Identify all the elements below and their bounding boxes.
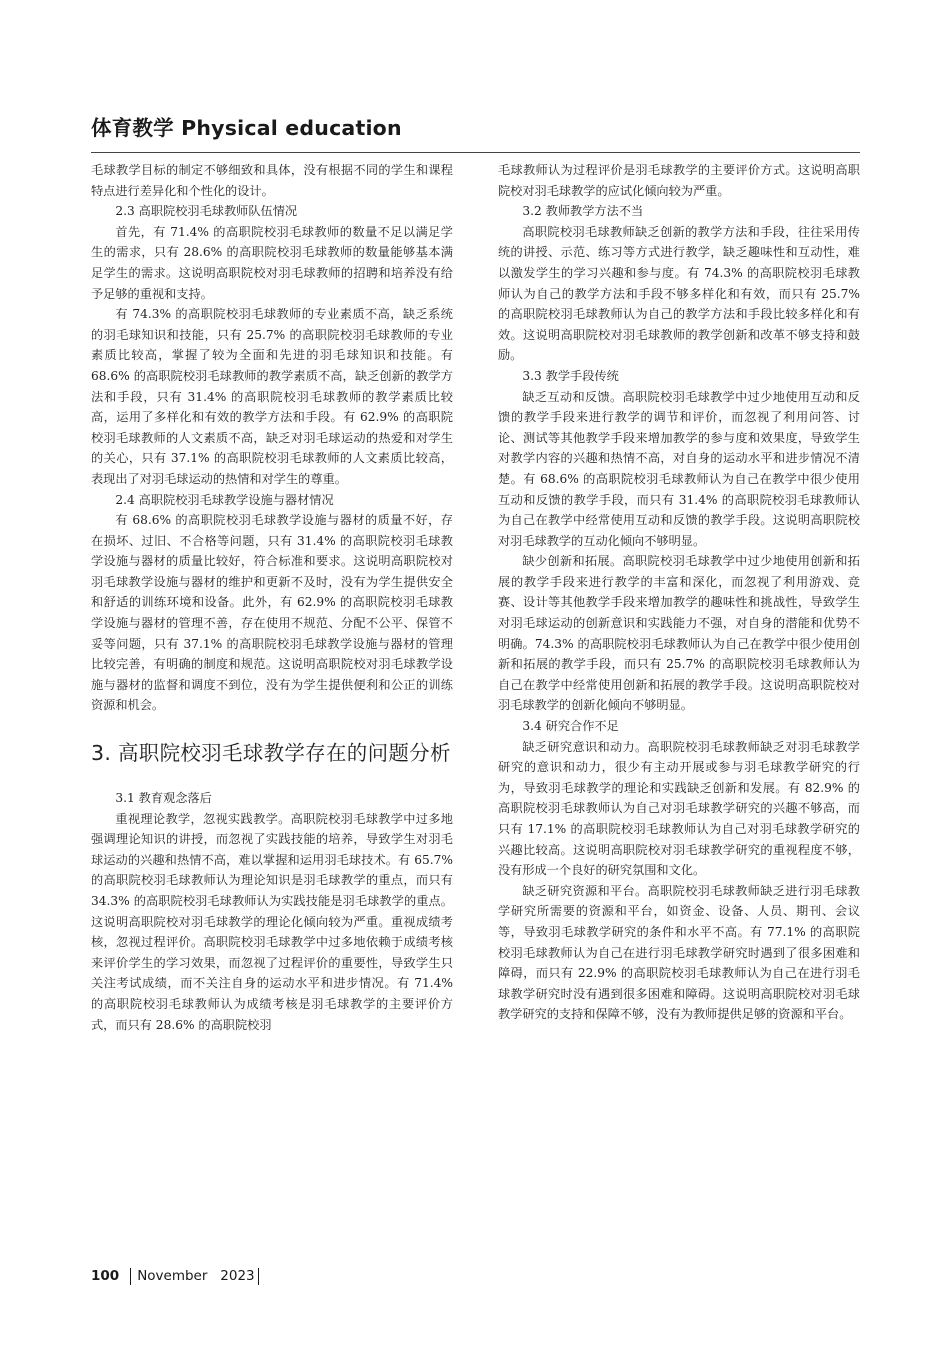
- body-paragraph: 有 68.6% 的高职院校羽毛球教学设施与器材的质量不好，存在损坏、过旧、不合格等问题，只有 31.4% 的高职院校羽毛球教学设施与器材的质量比较好，符合标准和要求。这说明高职院校对羽毛球教学设施与器材的维护和更新不及时，没有为学生提供安全和舒适的训练环境和设备。此外，有 62.9% 的高职院校羽毛球教学设施与器材的管理不善，存在使用不规范、分配不公平、保管不妥等问题，只有 37.1% 的高职院校羽毛球教学设施与器材的管理比较完善，有明确的制度和规范。这说明高职院校对羽毛球教学设施与器材的监督和调度不到位，没有为学生提供便利和公正的训练资源和机会。: [91, 513, 453, 713]
- body-paragraph: 毛球教学目标的制定不够细致和具体，没有根据不同的学生和课程特点进行差异化和个性化的设计。: [91, 163, 453, 198]
- body-paragraph: 有 74.3% 的高职院校羽毛球教师的专业素质不高，缺乏系统的羽毛球知识和技能，只有 25.7% 的高职院校羽毛球教师的专业素质比较高，掌握了较为全面和先进的羽毛球知识和技能。有 68.6% 的高职院校羽毛球教师的教学素质不高，缺乏创新的教学方法和手段，只有 31.4% 的高职院校羽毛球教师的教学素质比较高，运用了多样化和有效的教学方法和手段。有 62.9% 的高职院校羽毛球教师的人文素质不高，缺乏对羽毛球运动的热爱和对学生的关心，只有 37.1% 的高职院校羽毛球教师的人文素质比较高，表现出了对羽毛球运动的热情和对学生的尊重。: [91, 307, 453, 486]
- journal-section-title: 体育教学 Physical education: [91, 116, 402, 140]
- subsection-heading: 2.4 高职院校羽毛球教学设施与器材情况: [115, 492, 334, 507]
- body-paragraph: 高职院校羽毛球教师缺乏创新的教学方法和手段，往往采用传统的讲授、示范、练习等方式进行教学，缺乏趣味性和互动性，难以激发学生的学习兴趣和参与度。有 74.3% 的高职院校羽毛球教师认为自己的教学方法和手段不够多样化和有效，而只有 25.7% 的高职院校羽毛球教师认为自己的教学方法和手段比较多样化和有效。这说明高职院校对羽毛球教师的教学创新和改革不够支持和鼓励。: [498, 224, 860, 363]
- issue-date: November 2023: [137, 1268, 255, 1284]
- journal-header: [91, 114, 860, 154]
- subsection-heading: 3.2 教师教学方法不当: [522, 204, 644, 219]
- left-column: [91, 160, 453, 1035]
- footer-divider: [130, 1268, 131, 1285]
- body-paragraph: 重视理论教学，忽视实践教学。高职院校羽毛球教学中过多地强调理论知识的讲授，而忽视了实践技能的培养，导致学生对羽毛球运动的兴趣和热情不高，难以掌握和运用羽毛球技术。有 65.7% 的高职院校羽毛球教师认为理论知识是羽毛球教学的重点，而只有 34.3% 的高职院校羽毛球教师认为实践技能是羽毛球教学的重点。这说明高职院校对羽毛球教学的理论化倾向较为严重。重视成绩考核，忽视过程评价。高职院校羽毛球教学中过多地依赖于成绩考核来评价学生的学习效果，而忽视了过程评价的重要性，导致学生只关注考试成绩，而不关注自身的运动水平和进步情况。有 71.4% 的高职院校羽毛球教师认为成绩考核是羽毛球教学的主要评价方式，而只有 28.6% 的高职院校羽: [91, 811, 453, 1032]
- subsection-heading: 2.3 高职院校羽毛球教师队伍情况: [115, 204, 298, 219]
- body-paragraph: 毛球教师认为过程评价是羽毛球教学的主要评价方式。这说明高职院校对羽毛球教学的应试化倾向较为严重。: [498, 163, 860, 198]
- body-paragraph: 缺乏研究意识和动力。高职院校羽毛球教师缺乏对羽毛球教学研究的意识和动力，很少有主动开展或参与羽毛球教学研究的行为，导致羽毛球教学的理论和实践缺乏创新和发展。有 82.9% 的高职院校羽毛球教师认为自己对羽毛球教学研究的兴趣不够高，而只有 17.1% 的高职院校羽毛球教师认为自己对羽毛球教学研究的兴趣比较高。这说明高职院校对羽毛球教学研究的重视程度不够，没有形成一个良好的研究氛围和文化。: [498, 739, 860, 878]
- subsection-heading: 3.1 教育观念落后: [115, 791, 212, 806]
- body-paragraph: 缺乏研究资源和平台。高职院校羽毛球教师缺乏进行羽毛球教学研究所需要的资源和平台，如资金、设备、人员、期刊、会议等，导致羽毛球教学研究的条件和水平不高。有 77.1% 的高职院校羽毛球教师认为自己在进行羽毛球教学研究时遇到了很多困难和障碍，而只有 22.9% 的高职院校羽毛球教师认为自己在进行羽毛球教学研究时没有遇到很多困难和障碍。这说明高职院校对羽毛球教学研究的支持和保障不够，没有为教师提供足够的资源和平台。: [498, 883, 860, 1022]
- footer-divider-end: [258, 1268, 259, 1285]
- page-footer: [91, 1266, 259, 1286]
- subsection-heading: 3.4 研究合作不足: [522, 719, 619, 734]
- body-paragraph: 缺乏互动和反馈。高职院校羽毛球教学中过少地使用互动和反馈的教学手段来进行教学的调节和评价，而忽视了利用问答、讨论、测试等其他教学手段来增加教学的参与度和效果度，导致学生对教学内容的兴趣和热情不高，对自身的运动水平和进步情况不清楚。有 68.6% 的高职院校羽毛球教师认为自己在教学中很少使用互动和反馈的教学手段，而只有 31.4% 的高职院校羽毛球教师认为自己在教学中经常使用互动和反馈的教学手段。这说明高职院校对羽毛球教学的互动化倾向不够明显。: [498, 389, 860, 548]
- header-divider: [91, 152, 860, 153]
- body-paragraph: 缺少创新和拓展。高职院校羽毛球教学中过少地使用创新和拓展的教学手段来进行教学的丰富和深化，而忽视了利用游戏、竞赛、设计等其他教学手段来增加教学的趣味性和挑战性，导致学生对羽毛球运动的创新意识和实践能力不强，对自身的潜能和优势不明确。74.3% 的高职院校羽毛球教师认为自己在教学中很少使用创新和拓展的教学手段，而只有 25.7% 的高职院校羽毛球教师认为自己在教学中经常使用创新和拓展的教学手段。这说明高职院校对羽毛球教学的创新化倾向不够明显。: [498, 554, 860, 713]
- section-heading: 3. 高职院校羽毛球教学存在的问题分析: [91, 741, 451, 766]
- page-number: 100: [91, 1268, 120, 1284]
- subsection-heading: 3.3 教学手段传统: [522, 368, 619, 383]
- body-paragraph: 首先，有 71.4% 的高职院校羽毛球教师的数量不足以满足学生的需求，只有 28.6% 的高职院校羽毛球教师的数量能够基本满足学生的需求。这说明高职院校对羽毛球教师的招聘和培养没有给予足够的重视和支持。: [91, 224, 453, 301]
- right-column: [498, 160, 860, 1025]
